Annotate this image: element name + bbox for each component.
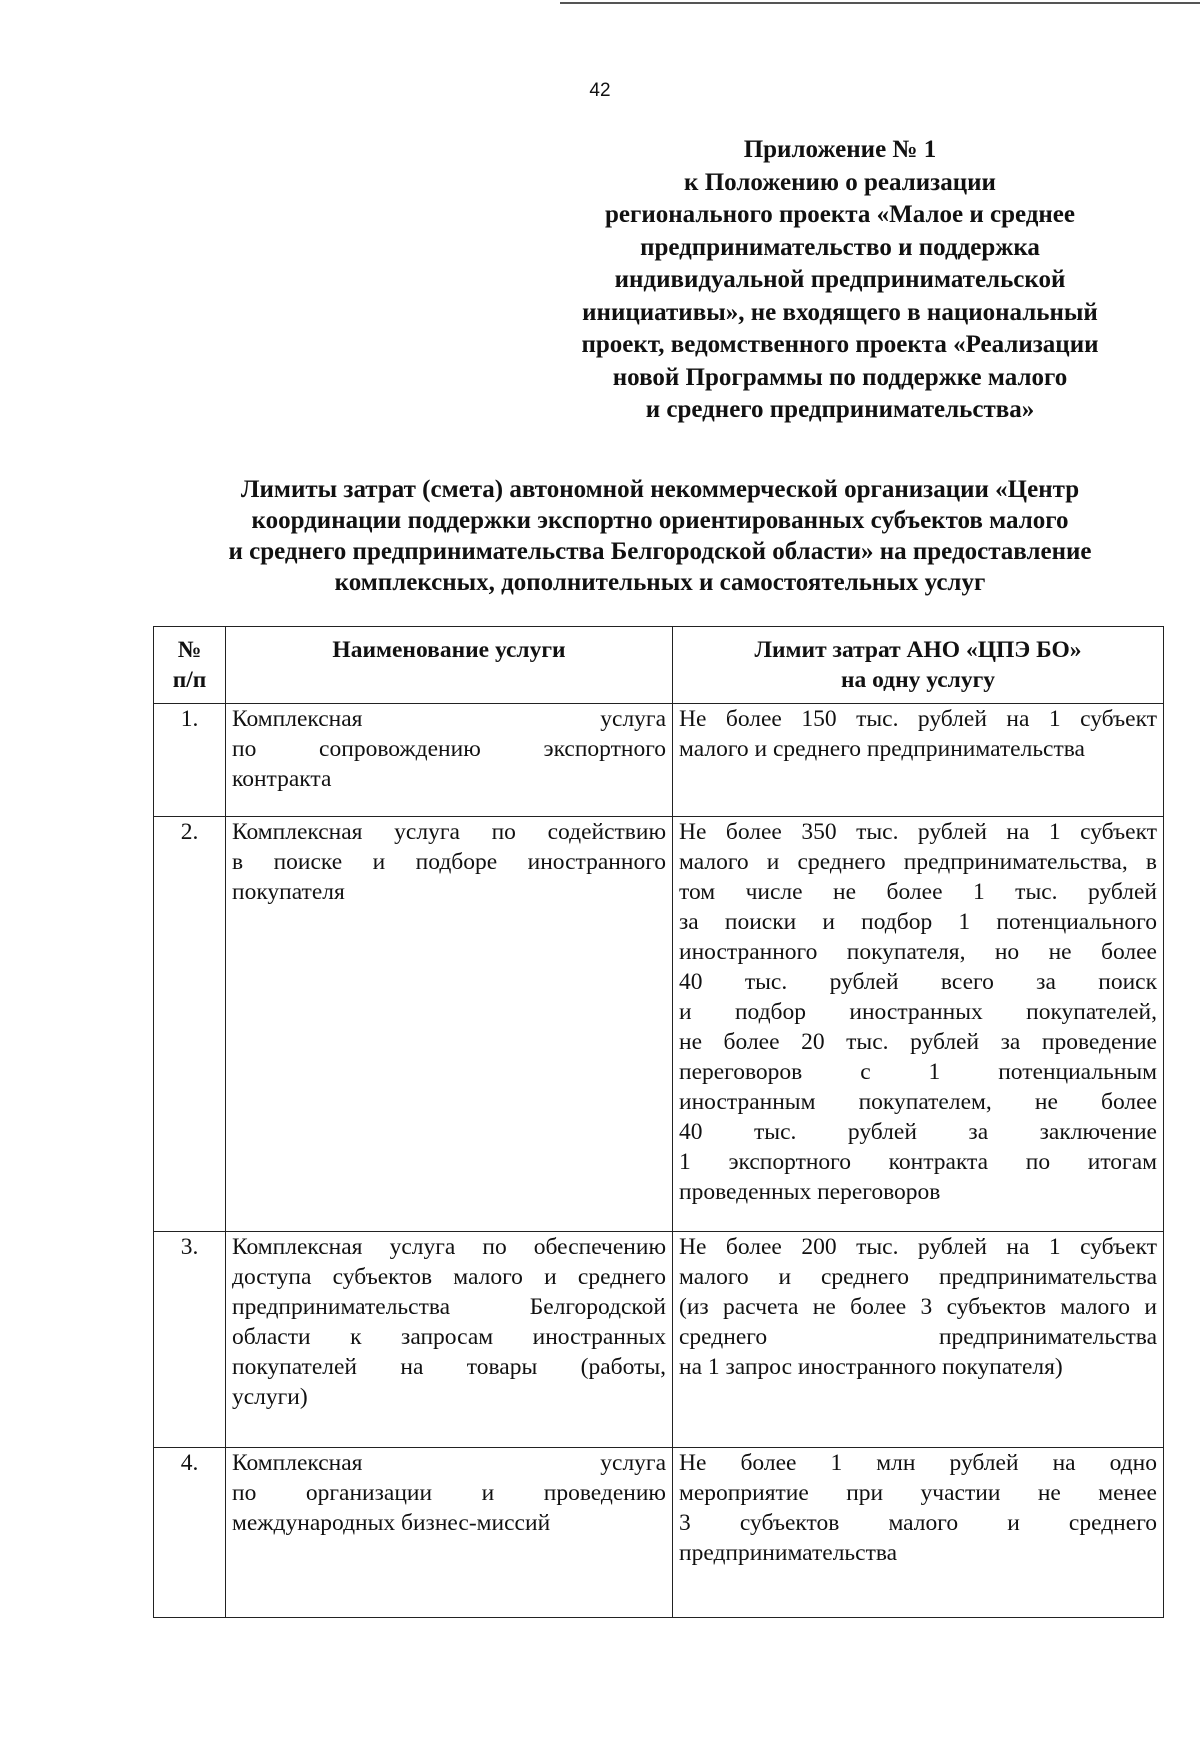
row-number: 2. (154, 817, 226, 1232)
cost-limit: Не более 1 млн рублей на одно мероприятие при участии не менее 3 субъектов малого и среднего предпринимательства (673, 1448, 1164, 1618)
service-name: Комплексная услуга по сопровождению экспортного контракта (226, 704, 673, 817)
scan-top-rule (560, 2, 1200, 4)
cost-limit: Не более 200 тыс. рублей на 1 субъект малого и среднего предпринимательства (из расчета не более 3 субъектов малого и среднего предпринимательства на 1 запрос иностранного покупателя) (673, 1232, 1164, 1448)
service-name: Комплексная услуга по содействию в поиске и подборе иностранного покупателя (226, 817, 673, 1232)
table-row (154, 817, 1164, 1232)
appendix-line: Приложение № 1 (743, 136, 937, 163)
appendix-line: индивидуальной предпринимательской (614, 266, 1066, 293)
appendix-line: регионального проекта «Малое и среднее (604, 201, 1075, 228)
service-name: Комплексная услуга по обеспечению доступа субъектов малого и среднего предпринимательства Белгородской области к запросам иностранных покупателей на товары (работы, услуги) (226, 1232, 673, 1448)
appendix-line: предпринимательство и поддержка (640, 233, 1040, 261)
table-row (154, 1232, 1164, 1448)
appendix-line: к Положению о реализации (684, 168, 996, 196)
page-number: 42 (589, 80, 611, 101)
appendix-line: новой Программы по поддержке малого (612, 363, 1068, 391)
title-line: Лимиты затрат (смета) автономной некоммерческой организации «Центр (240, 476, 1080, 503)
services-limits-table (153, 626, 1164, 1618)
appendix-heading (540, 134, 1140, 427)
row-number: 3. (154, 1232, 226, 1448)
title-line: координации поддержки экспортно ориентированных субъектов малого (251, 507, 1069, 534)
title-line: комплексных, дополнительных и самостоятельных услуг (334, 569, 986, 596)
row-number: 1. (154, 704, 226, 817)
table-row (154, 1448, 1164, 1618)
table-row (154, 704, 1164, 817)
service-name: Комплексная услуга по организации и проведению международных бизнес-миссий (226, 1448, 673, 1618)
title-line: и среднего предпринимательства Белгородской области» на предоставление (228, 538, 1092, 565)
cost-limit: Не более 350 тыс. рублей на 1 субъект малого и среднего предпринимательства, в том числе не более 1 тыс. рублей за поиски и подбор 1 потенциального иностранного покупателя, но не более 40 тыс. рублей всего за поиск и подбор иностранных покупателей, не более 20 тыс. рублей за проведение переговоров с 1 потенциальным иностранным покупателем, не более 40 тыс. рублей за заключение 1 экспортного контракта по итогам проведенных переговоров (673, 817, 1164, 1232)
cost-limit: Не более 150 тыс. рублей на 1 субъект малого и среднего предпринимательства (673, 704, 1164, 817)
row-number: 4. (154, 1448, 226, 1618)
appendix-line: проект, ведомственного проекта «Реализации (581, 331, 1099, 358)
appendix-line: и среднего предпринимательства» (645, 396, 1035, 423)
document-title (130, 474, 1190, 598)
header-cost-limit: Лимит затрат АНО «ЦПЭ БО» на одну услугу (673, 627, 1164, 704)
header-number: № п/п (154, 627, 226, 704)
appendix-line: инициативы», не входящего в национальный (582, 298, 1098, 326)
header-service-name: Наименование услуги (226, 627, 673, 704)
table-header-row (154, 627, 1164, 704)
